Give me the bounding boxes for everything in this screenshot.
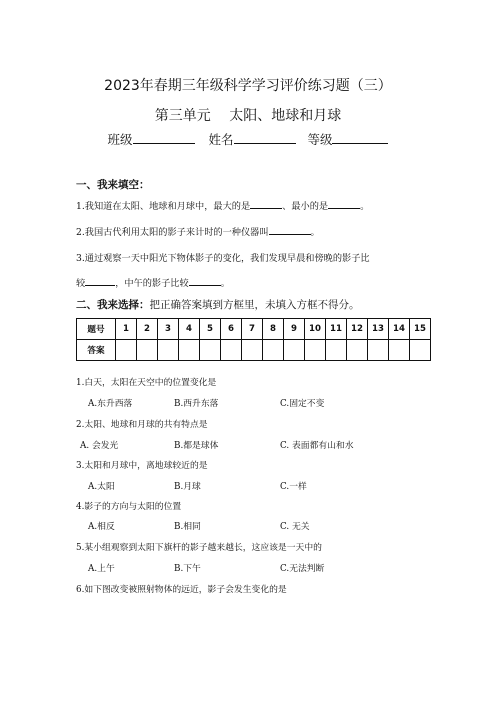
choice-option[interactable]: A.太阳 [88,482,115,492]
row-label-answer: 答案 [77,340,116,361]
question-number-cell: 5 [200,319,221,340]
table-row [77,340,431,361]
choice-question-1: 1.白天，太阳在天空中的位置变化是 [76,378,217,388]
choice-option[interactable]: C.无法判断 [280,564,325,574]
question-number-cell: 8 [263,319,284,340]
section-2-heading: 二、我来选择：把正确答案填到方框里，未填入方框不得分。 [76,299,360,311]
name-label: 姓名 [208,132,234,147]
fill-blank[interactable] [85,276,115,286]
table-row [77,319,431,340]
section-2-instruction: 把正确答案填到方框里，未填入方框不得分。 [149,299,360,311]
answer-cell[interactable] [158,340,179,361]
choice-option[interactable]: C.一样 [280,482,307,492]
choice-option[interactable]: C.固定不变 [280,399,325,409]
answer-cell[interactable] [221,340,242,361]
choice-option[interactable]: A.东升西落 [88,399,133,409]
answer-cell[interactable] [305,340,326,361]
choice-question-6: 6.如下图改变被照射物体的远近，影子会发生变化的是 [76,585,287,595]
unit-topic: 太阳、地球和月球 [229,108,342,124]
answer-cell[interactable] [200,340,221,361]
question-number-cell: 6 [221,319,242,340]
name-blank[interactable] [234,131,296,144]
grade-label: 等级 [307,132,333,147]
answer-cell[interactable] [179,340,200,361]
choice-question-5: 5.某小组观察到太阳下旗杆的影子越来越长，这应该是一天中的 [76,543,322,553]
choice-option[interactable]: B.相同 [174,522,201,532]
question-number-cell: 1 [116,319,137,340]
fill-question-3-line-2: 较 ，中午的影子比较 。 [76,278,230,289]
section-1-heading: 一、我来填空： [76,179,150,191]
question-number-cell: 12 [347,319,368,340]
choice-question-2: 2.太阳、地球和月球的共有特点是 [76,420,208,430]
choice-option[interactable]: A.上午 [88,564,115,574]
question-number-cell: 2 [137,319,158,340]
unit-heading [0,105,496,125]
answer-table [76,318,431,361]
question-number-cell: 10 [305,319,326,340]
class-blank[interactable] [133,131,195,144]
choice-option[interactable]: B.下午 [174,564,201,574]
question-number-cell: 11 [326,319,347,340]
answer-cell[interactable] [137,340,158,361]
row-label-number: 题号 [77,319,116,340]
worksheet-title: 2023年春期三年级科学学习评价练习题（三） [104,78,392,94]
choice-option[interactable]: C. 表面都有山和水 [280,441,354,451]
answer-cell[interactable] [242,340,263,361]
question-number-cell: 7 [242,319,263,340]
answer-cell[interactable] [284,340,305,361]
choice-option[interactable]: B.都是球体 [174,441,219,451]
question-number-cell: 4 [179,319,200,340]
choice-option[interactable]: C. 无关 [280,522,310,532]
answer-cell[interactable] [410,340,431,361]
answer-cell[interactable] [326,340,347,361]
choice-option[interactable]: B.月球 [174,482,201,492]
question-number-cell: 9 [284,319,305,340]
choice-option[interactable]: B.西升东落 [174,399,219,409]
choice-option[interactable]: A. 会发光 [80,441,119,451]
fill-question-1: 1.我知道在太阳、地球和月球中，最大的是 、最小的是 。 [76,201,370,212]
choice-question-4: 4.影子的方向与太阳的位置 [76,502,182,512]
student-info-row [0,130,496,148]
fill-question-3-line-1: 3.通过观察一天中阳光下物体影子的变化，我们发现早晨和傍晚的影子比 [76,253,370,264]
answer-cell[interactable] [389,340,410,361]
answer-cell[interactable] [347,340,368,361]
question-number-cell: 3 [158,319,179,340]
fill-blank[interactable] [250,199,282,209]
question-number-cell: 15 [410,319,431,340]
grade-blank[interactable] [332,131,388,144]
answer-cell[interactable] [116,340,137,361]
question-number-cell: 13 [368,319,389,340]
class-label: 班级 [107,132,133,147]
fill-blank[interactable] [269,225,311,235]
question-number-cell: 14 [389,319,410,340]
answer-cell[interactable] [263,340,284,361]
unit-number: 第三单元 [154,108,211,124]
fill-blank[interactable] [328,199,360,209]
answer-cell[interactable] [368,340,389,361]
fill-question-2: 2.我国古代利用太阳的影子来计时的一种仪器叫 。 [76,227,320,238]
choice-option[interactable]: A.相反 [88,522,115,532]
choice-question-3: 3.太阳和月球中，离地球较近的是 [76,461,208,471]
fill-blank[interactable] [189,276,221,286]
